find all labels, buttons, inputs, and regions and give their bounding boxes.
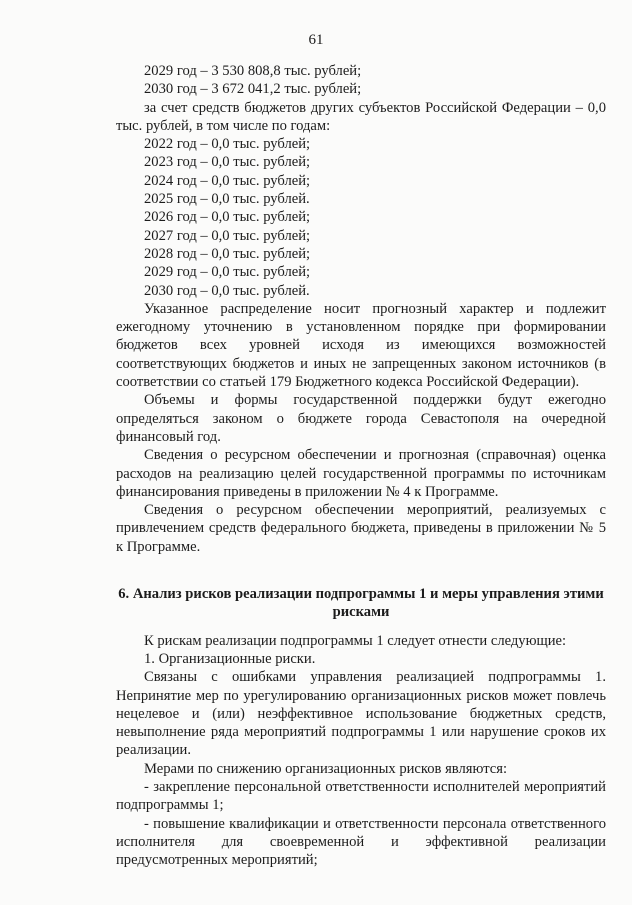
paragraph: Сведения о ресурсном обеспечении и прогнозная (справочная) оценка расходов на реализацию целей государственной программы по источникам финансирования приведены в приложении № 4 к Программе. [116,447,606,500]
year-line: 2029 год – 0,0 тыс. рублей; [144,264,311,281]
paragraph: - закрепление персональной ответственности исполнителей мероприятий подпрограммы 1; [116,778,606,814]
page-number: 61 [308,32,324,48]
paragraph: Объемы и формы государственной поддержки будут ежегодно определяться законом о бюджете города Севастополя на очередной финансовый год. [116,392,606,445]
paragraph: Сведения о ресурсном обеспечении мероприятий, реализуемых с привлечением средств федерального бюджета, приведены в приложении № 5 к Программе. [116,502,606,555]
paragraph: Мерами по снижению организационных рисков являются: [144,760,508,777]
year-line: 2030 год – 0,0 тыс. рублей. [144,282,310,299]
paragraph: за счет средств бюджетов других субъектов Российской Федерации – 0,0 тыс. рублей, в том числе по годам: [116,99,606,134]
year-line: 2026 год – 0,0 тыс. рублей; [144,209,311,226]
year-line: 2023 год – 0,0 тыс. рублей; [144,154,311,171]
document-body [116,62,606,869]
year-line: 2028 год – 0,0 тыс. рублей; [144,245,311,262]
paragraph: 1. Организационные риски. [144,650,316,667]
paragraph: Связаны с ошибками управления реализацией подпрограммы 1. Непринятие мер по урегулированию организационных рисков может повлечь нецелевое и (или) неэффективное использование бюджетных средств, невыполнение ряда мероприятий подпрограммы 1 или нарушение сроков их реализации. [116,669,606,759]
section-heading: 6. Анализ рисков реализации подпрограммы 1 и меры управления этими рисками [118,586,604,621]
year-line: 2030 год – 3 672 041,2 тыс. рублей; [144,81,362,98]
paragraph: К рискам реализации подпрограммы 1 следует отнести следующие: [144,632,567,649]
year-line: 2022 год – 0,0 тыс. рублей; [144,136,311,153]
paragraph: Указанное распределение носит прогнозный характер и подлежит ежегодному уточнению в установленном порядке при формировании бюджетов всех уровней исходя из имеющихся возможностей соответствующих бюджетов и иных не запрещенных законом источников (в соответствии со статьей 179 Бюджетного кодекса Российской Федерации). [116,300,606,391]
year-line: 2029 год – 3 530 808,8 тыс. рублей; [144,63,362,79]
paragraph: - повышение квалификации и ответственности персонала ответственного исполнителя для своевременной и эффективной реализации предусмотренных мероприятий; [116,815,606,869]
year-line: 2024 год – 0,0 тыс. рублей; [144,172,311,189]
year-line: 2027 год – 0,0 тыс. рублей; [144,227,311,244]
year-line: 2025 год – 0,0 тыс. рублей. [144,191,310,208]
